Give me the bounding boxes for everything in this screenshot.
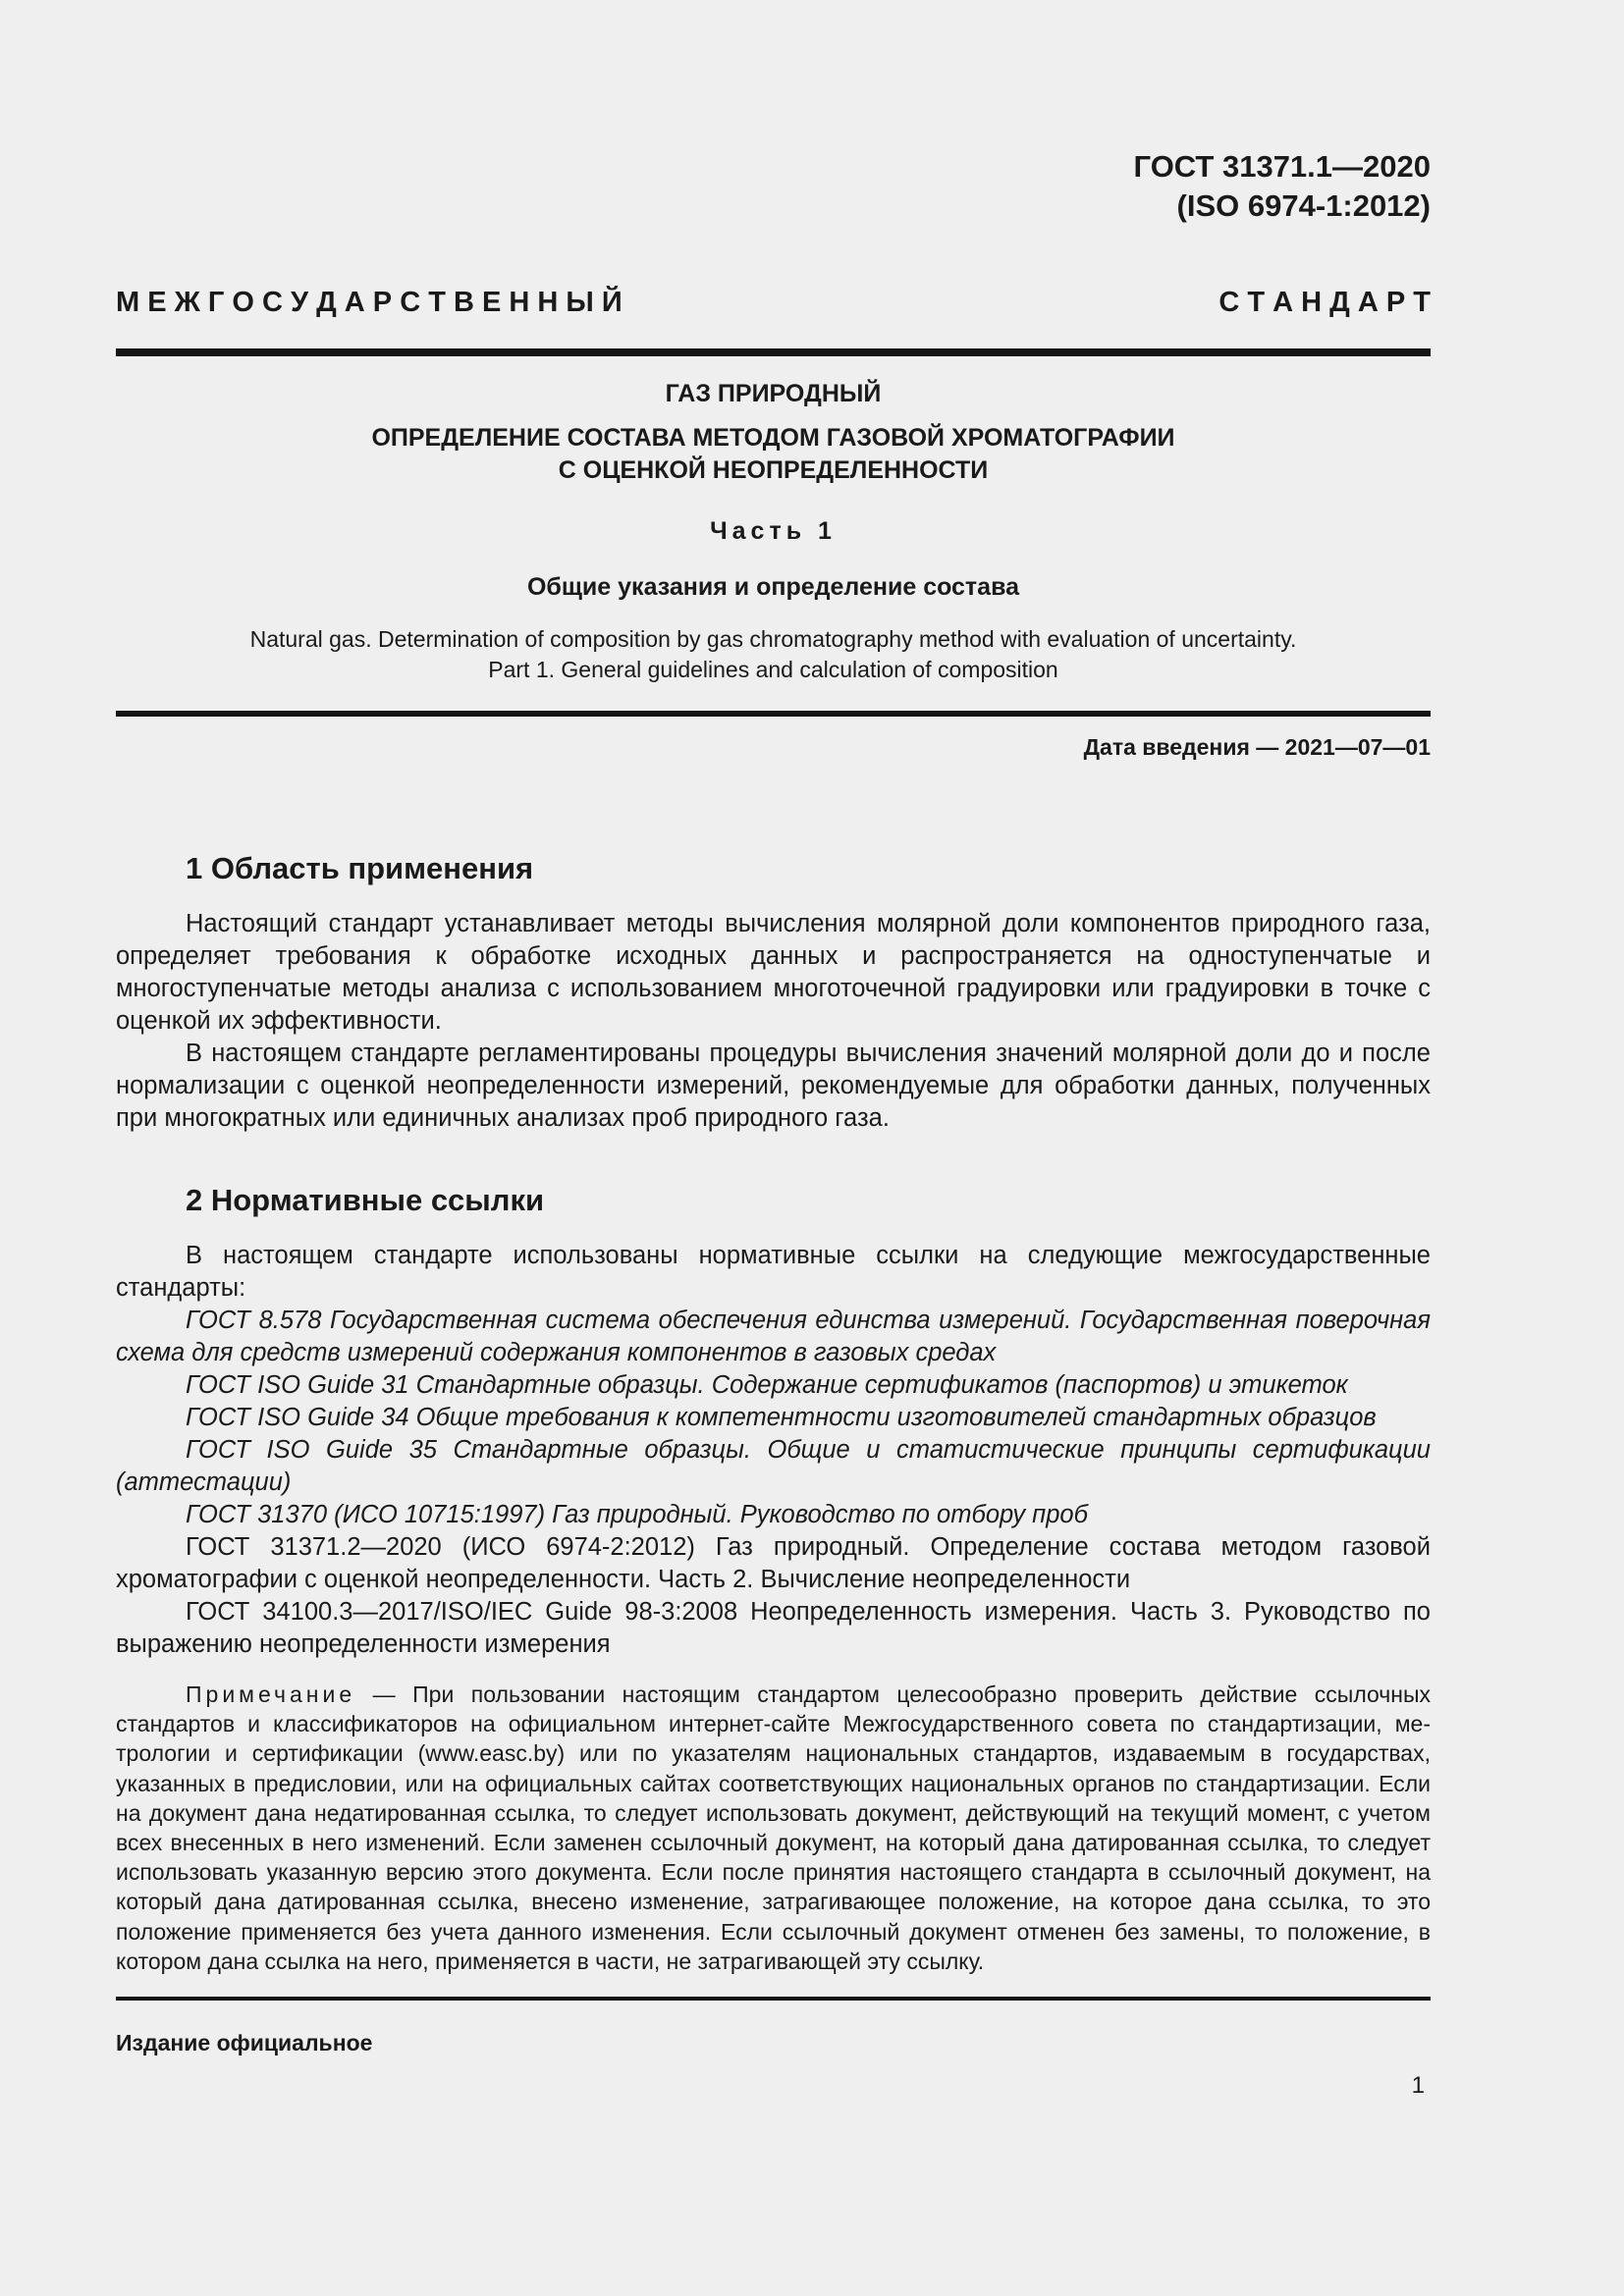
english-title-line-2: Part 1. General guidelines and calculation of composition [488, 657, 1058, 682]
reference-item: ГОСТ ISO Guide 34 Общие требования к компетентности изготовителей стандартных образцов [186, 1404, 1377, 1431]
footer-rule [116, 1997, 1431, 2001]
reference-item: ГОСТ 8.578 Государственная система обеспечения единства измерений. Государственная поверочная схема для средств измерений содержания компонентов в газовых средах [116, 1307, 1431, 1366]
section-2-heading: 2 Нормативные ссылки [186, 1183, 545, 1217]
part-number: Часть 1 [710, 517, 837, 545]
standard-designation [1134, 147, 1431, 226]
banner-word-interstate: М Е Ж Г О С У Д А Р С Т В Е Н Н Ы Й [116, 287, 623, 318]
interstate-standard-banner [116, 283, 1431, 322]
top-rule [116, 348, 1431, 356]
title-bottom-rule [116, 711, 1431, 717]
banner-word-standard: С Т А Н Д А Р Т [1218, 287, 1431, 318]
iso-equivalent: (ISO 6974-1:2012) [1176, 188, 1431, 223]
page-number: 1 [1411, 2072, 1425, 2099]
section-1-body [116, 908, 1431, 1135]
subtitle-line-2: С ОЦЕНКОЙ НЕОПРЕДЕЛЕННОСТИ [558, 456, 989, 484]
reference-item: ГОСТ 31371.2—2020 (ИСО 6974-2:2012) Газ природный. Определение состава методом газовой хроматографии с оценкой неопределенности. Часть 2. Вычисление неопределенности [116, 1533, 1431, 1593]
section-1-paragraph: Настоящий стандарт устанавливает методы вычисления молярной доли компонентов природного газа, определяет требования к обработке исходных данных и распространяется на одноступенчатые и многоступенчатые методы анализа с использованием многоточечной градуировки или градуировки в точке с оценкой их эффективности. [116, 910, 1431, 1035]
section-2-body [116, 1240, 1431, 1661]
standard-title: ГАЗ ПРИРОДНЫЙ [665, 380, 882, 407]
reference-item: ГОСТ 31370 (ИСО 10715:1997) Газ природный. Руководство по отбору проб [186, 1501, 1088, 1528]
part-title: Общие указания и определение состава [526, 573, 1020, 601]
standard-subtitle [116, 422, 1431, 487]
english-title [116, 624, 1431, 685]
note-text: — При пользовании настоящим стандартом целесообразно проверить действие ссылочных стандартов и классификаторов на официальном интернет-сайте Межгосударственного совета по стандартизации, метрологии и сертификации (www.easc.by) или по указателям национальных стандартов, издаваемым в государствах, указанных в предисловии, или на официальных сайтах соответствующих национальных органов по стандартизации. Если на документ дана недатированная ссылка, то следует использовать документ, действующий на текущий момент, с учетом всех внесенных в него изменений. Если заменен ссылочный документ, на который дана датированная ссылка, то следует использовать указанную версию этого документа. Если после принятия настоящего стандарта в ссылочный документ, на который дана датированная ссылка, внесено изменение, затрагивающее положение, на которое дана ссылка, то это положение применяется без учета данного изменения. Если ссылочный документ отменен без замены, то положение, в котором дана ссылка на него, применяется в части, не затрагивающей эту ссылку. [116, 1682, 1431, 1974]
official-edition-label: Издание официальное [116, 2030, 373, 2056]
reference-item: ГОСТ ISO Guide 35 Стандартные образцы. Общие и статистические принципы сертификации (аттестации) [116, 1436, 1431, 1496]
note-label: Примечание [186, 1682, 356, 1707]
reference-item: ГОСТ 34100.3—2017/ISO/IEC Guide 98-3:2008 Неопределенность измерения. Часть 3. Руководство по выражению неопределенности измерения [116, 1598, 1431, 1658]
reference-item: ГОСТ ISO Guide 31 Стандартные образцы. Содержание сертификатов (паспортов) и этикеток [186, 1371, 1348, 1399]
note [116, 1680, 1431, 1976]
effective-date: Дата введения — 2021—07—01 [1083, 734, 1431, 760]
section-1-heading: 1 Область применения [186, 851, 534, 885]
designation-number: ГОСТ 31371.1—2020 [1133, 149, 1431, 184]
english-title-line-1: Natural gas. Determination of composition by gas chromatography method with evaluation of uncertainty. [249, 626, 1297, 652]
section-1-paragraph: В настоящем стандарте регламентированы процедуры вычисления значений молярной доли до и после нормализации с оценкой неопределенности измерений, рекомендуемые для обработки данных, полученных при многократных или единичных анализах проб природного газа. [116, 1040, 1431, 1132]
references-intro: В настоящем стандарте использованы нормативные ссылки на следующие межгосударственные стандарты: [116, 1242, 1431, 1302]
subtitle-line-1: ОПРЕДЕЛЕНИЕ СОСТАВА МЕТОДОМ ГАЗОВОЙ ХРОМАТОГРАФИИ [371, 424, 1175, 452]
